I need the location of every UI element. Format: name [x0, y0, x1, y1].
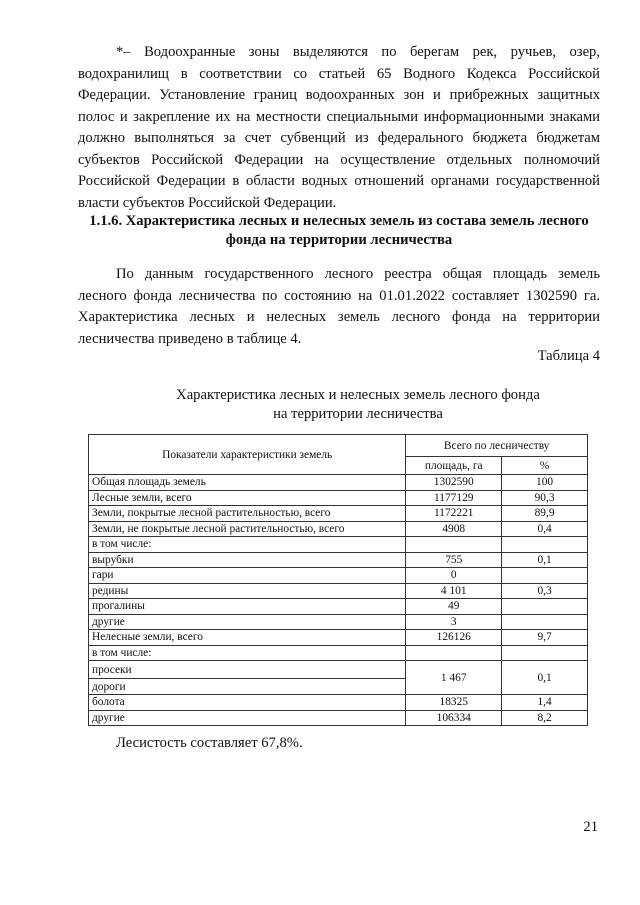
table-row: [89, 537, 588, 553]
row-percent: [502, 614, 588, 630]
table-row: [89, 552, 588, 568]
table-label: Таблица 4: [537, 348, 600, 364]
row-percent: [502, 645, 588, 661]
table-row: [89, 599, 588, 615]
row-label: прогалины: [89, 599, 406, 615]
row-label: болота: [89, 695, 406, 711]
row-area: 4908: [406, 521, 502, 537]
row-area: 126126: [406, 630, 502, 646]
row-label: Земли, не покрытые лесной растительностью, всего: [89, 521, 406, 537]
row-label: редины: [89, 583, 406, 599]
row-area: 755: [406, 552, 502, 568]
table-title-line-2: на территории лесничества: [273, 406, 443, 422]
header-percent: %: [502, 457, 588, 475]
table-row: [89, 695, 588, 711]
row-percent: 0,1: [502, 552, 588, 568]
row-area: 1302590: [406, 475, 502, 491]
table-row: [89, 521, 588, 537]
row-label: в том числе:: [89, 537, 406, 553]
row-label: в том числе:: [89, 645, 406, 661]
land-characteristics-table: [88, 434, 588, 726]
table-row: [89, 475, 588, 491]
row-area: 3: [406, 614, 502, 630]
page-number: 21: [583, 819, 598, 835]
row-label: другие: [89, 710, 406, 726]
row-percent: 0,1: [502, 661, 588, 695]
row-area: 1172221: [406, 506, 502, 522]
row-area: [406, 645, 502, 661]
table-row: [89, 583, 588, 599]
row-area: 4 101: [406, 583, 502, 599]
row-percent: 9,7: [502, 630, 588, 646]
forest-cover-text: Лесистость составляет 67,8%.: [116, 735, 303, 751]
row-area: 1177129: [406, 490, 502, 506]
row-area: 106334: [406, 710, 502, 726]
row-label: другие: [89, 614, 406, 630]
table-row: [89, 568, 588, 584]
row-label: Общая площадь земель: [89, 475, 406, 491]
header-area: площадь, га: [406, 457, 502, 475]
table-row: [89, 490, 588, 506]
row-area: 49: [406, 599, 502, 615]
row-area: 18325: [406, 695, 502, 711]
table-row: [89, 614, 588, 630]
header-indicator: Показатели характеристики земель: [89, 435, 406, 475]
row-label: гари: [89, 568, 406, 584]
row-percent: [502, 599, 588, 615]
table-row: [89, 506, 588, 522]
row-label: вырубки: [89, 552, 406, 568]
table-row: [89, 645, 588, 661]
table-title: [78, 386, 638, 424]
row-percent: [502, 568, 588, 584]
table-row: [89, 661, 588, 679]
intro-paragraph: *– Водоохранные зоны выделяются по берегам рек, ручьев, озер, водохранилищ в соответствии со статьей 65 Водного Кодекса Российской Федерации. Установление границ водоохранных зон и прибрежных защитных полос и закрепление их на местности специальными информационными знаками должно выполняться за счет субвенций из федерального бюджета бюджетам субъектов Российской Федерации на осуществление отдельных полномочий Российской Федерации в области водных отношений органами государственной власти субъектов Российской Федерации.: [78, 44, 600, 211]
header-total: Всего по лесничеству: [406, 435, 588, 457]
row-label: просеки: [89, 661, 406, 679]
row-percent: 100: [502, 475, 588, 491]
row-label: Нелесные земли, всего: [89, 630, 406, 646]
table-row: [89, 630, 588, 646]
row-percent: 1,4: [502, 695, 588, 711]
row-percent: 0,3: [502, 583, 588, 599]
row-area: 1 467: [406, 661, 502, 695]
table-row: [89, 710, 588, 726]
row-percent: 0,4: [502, 521, 588, 537]
row-percent: [502, 537, 588, 553]
row-percent: 90,3: [502, 490, 588, 506]
row-area: 0: [406, 568, 502, 584]
row-area: [406, 537, 502, 553]
row-label: дороги: [89, 679, 406, 695]
body-paragraph: По данным государственного лесного реестра общая площадь земель лесного фонда лесничества по состоянию на 01.01.2022 составляет 1302590 га. Характеристика лесных и нелесных земель лесного фонда на территории лесничества приведено в таблице 4.: [78, 266, 600, 347]
row-percent: 8,2: [502, 710, 588, 726]
section-heading: 1.1.6. Характеристика лесных и нелесных земель из состава земель лесного фонда на территории лесничества: [89, 213, 589, 248]
table-title-line-1: Характеристика лесных и нелесных земель лесного фонда: [176, 387, 540, 403]
row-percent: 89,9: [502, 506, 588, 522]
row-label: Земли, покрытые лесной растительностью, всего: [89, 506, 406, 522]
row-label: Лесные земли, всего: [89, 490, 406, 506]
